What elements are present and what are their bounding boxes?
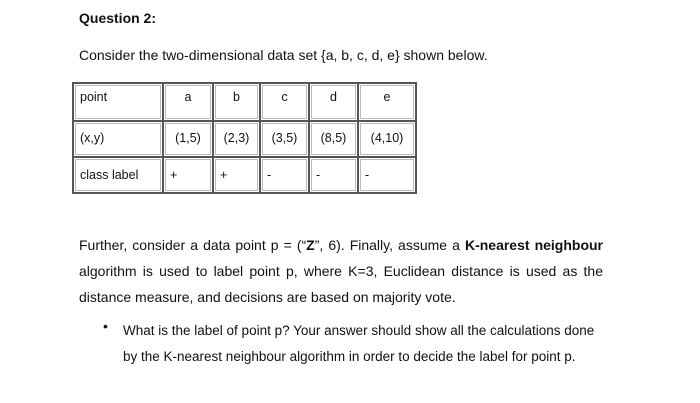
table-cell: point — [73, 83, 163, 121]
table-cell: b — [213, 83, 260, 121]
question-heading: Question 2: — [79, 10, 157, 26]
table-cell: d — [309, 83, 358, 121]
table-cell: - — [260, 157, 309, 193]
bullet-question: What is the label of point p? Your answer should show all the calculations done by the K-nearest neighbour algorithm in order to decide the label for point p. — [123, 323, 595, 364]
table-cell: - — [309, 157, 358, 193]
table-row — [73, 83, 416, 121]
bullet-icon: • — [103, 318, 108, 334]
description-paragraph: Further, consider a data point p = (“Z”, 6). Finally, assume a K-nearest neighbour algorithm is used to label point p, where K=3, Euclidean distance is used as the distance measure, and decisions are based on majority vote. — [79, 237, 604, 305]
table-cell: + — [163, 157, 213, 193]
intro-text: Consider the two-dimensional data set {a, b, c, d, e} shown below. — [79, 47, 488, 63]
algorithm-name: K-nearest neighbour — [464, 237, 604, 253]
table-cell: (2,3) — [213, 121, 260, 157]
table-row — [73, 157, 416, 193]
table-cell: (8,5) — [309, 121, 358, 157]
table-cell: a — [163, 83, 213, 121]
table-cell: e — [358, 83, 416, 121]
table-cell: + — [213, 157, 260, 193]
table-cell: (4,10) — [358, 121, 416, 157]
table-cell: - — [358, 157, 416, 193]
table-cell: (3,5) — [260, 121, 309, 157]
table-cell: (1,5) — [163, 121, 213, 157]
table-cell: c — [260, 83, 309, 121]
table-row — [73, 121, 416, 157]
data-table — [72, 82, 417, 194]
point-label-z: Z — [306, 237, 315, 253]
table-cell: class label — [73, 157, 163, 193]
table-cell: (x,y) — [73, 121, 163, 157]
